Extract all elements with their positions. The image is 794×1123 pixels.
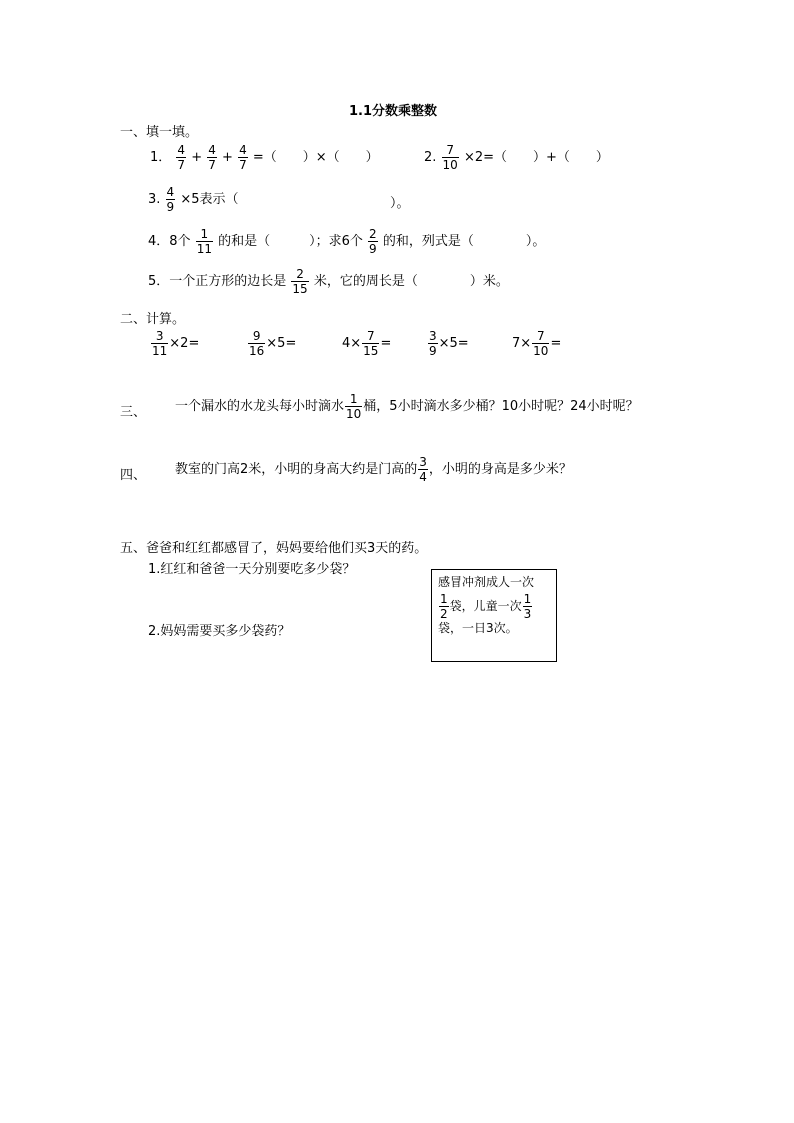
fraction: $\frac{3}{11}$: [152, 329, 168, 358]
q1-1-tail: =（ ）×（ ）: [252, 150, 379, 165]
section-2-heading: 二、计算。: [120, 312, 186, 327]
fraction: $\frac{3}{4}$: [419, 455, 427, 484]
plus-sign: +: [222, 150, 233, 165]
fraction: $\frac{1}{10}$: [346, 392, 362, 421]
fraction: $\frac{3}{9}$: [429, 329, 437, 358]
fraction: $\frac{7}{10}$: [533, 329, 549, 358]
q1-2-tail: ×2=（ ）+（ ）: [463, 150, 609, 165]
fraction: $\frac{1}{2}$: [440, 592, 448, 622]
section-5-heading: 五、爸爸和红红都感冒了，妈妈要给他们买3天的药。: [120, 541, 428, 556]
calc-item-3: [342, 328, 391, 360]
q1-5-pre: 5．一个正方形的边长是: [148, 274, 287, 289]
q1-4: [148, 226, 545, 258]
section-3-tail: 桶，5小时滴水多少桶？10小时呢？24小时呢？: [363, 399, 639, 414]
q1-1-number: 1．: [150, 150, 172, 165]
fraction: $\frac{4}{7}$: [177, 143, 186, 172]
calc-tail: ×2=: [169, 336, 200, 351]
fraction: $\frac{7}{10}$: [442, 143, 458, 172]
box-line-1: 感冒冲剂成人一次: [438, 575, 535, 589]
box-mid-text: 袋，儿童一次: [449, 599, 522, 614]
medicine-info-box: [431, 569, 557, 662]
q1-2-number: 2.: [424, 150, 437, 165]
fraction: $\frac{1}{11}$: [196, 227, 212, 256]
fraction: $\frac{1}{3}$: [523, 592, 532, 622]
section-4-pre: 教室的门高2米，小明的身高大约是门高的: [175, 462, 418, 477]
q1-4-mid: 的和是（ ）；求6个: [218, 234, 363, 249]
fraction: $\frac{9}{16}$: [249, 329, 265, 358]
q1-5-tail: 米，它的周长是（ ）米。: [313, 274, 509, 289]
box-line-3: 袋，一日3次。: [438, 621, 518, 636]
calc-tail: ×5=: [438, 336, 469, 351]
section-5-q2: 2.妈妈需要买多少袋药？: [148, 624, 291, 639]
calc-tail: =: [380, 336, 392, 351]
q1-3-tail: ×5表示（: [180, 192, 239, 207]
q1-3: [148, 184, 239, 216]
calc-item-4: [427, 328, 469, 360]
page-title: 1.1分数乘整数: [349, 104, 438, 119]
q1-2: [424, 142, 609, 174]
section-4-tail: ，小明的身高是多少米？: [428, 462, 572, 477]
section-3-number: 三、: [120, 405, 147, 420]
calc-prefix: 4×: [342, 336, 362, 351]
box-line-2: [438, 593, 550, 620]
calc-item-1: [150, 328, 199, 360]
q1-3-close: ）。: [390, 196, 410, 211]
q1-1: [150, 142, 379, 174]
fraction: $\frac{4}{7}$: [208, 143, 216, 172]
section-4-question: [175, 454, 572, 486]
section-4-number: 四、: [120, 468, 147, 483]
section-3-pre: 一个漏水的水龙头每小时滴水: [175, 399, 345, 414]
calc-tail: =: [550, 336, 562, 351]
section-3-question: [175, 391, 639, 423]
fraction: $\frac{2}{15}$: [292, 267, 308, 296]
q1-5: [148, 266, 509, 298]
calc-item-5: [512, 328, 561, 360]
fraction: $\frac{7}{15}$: [363, 329, 379, 358]
fraction: $\frac{2}{9}$: [369, 227, 377, 256]
fraction: $\frac{4}{9}$: [166, 185, 175, 214]
q1-4-number: 4．8个: [148, 234, 191, 249]
calc-tail: ×5=: [266, 336, 297, 351]
calc-prefix: 7×: [512, 336, 532, 351]
section-1-heading: 一、填一填。: [120, 125, 199, 140]
plus-sign: +: [191, 150, 203, 165]
calc-item-2: [247, 328, 296, 360]
section-5-q1: 1.红红和爸爸一天分别要吃多少袋？: [148, 562, 356, 577]
q1-4-tail: 的和，列式是（ ）。: [382, 234, 546, 249]
fraction: $\frac{4}{7}$: [239, 143, 247, 172]
q1-3-number: 3.: [148, 192, 161, 207]
